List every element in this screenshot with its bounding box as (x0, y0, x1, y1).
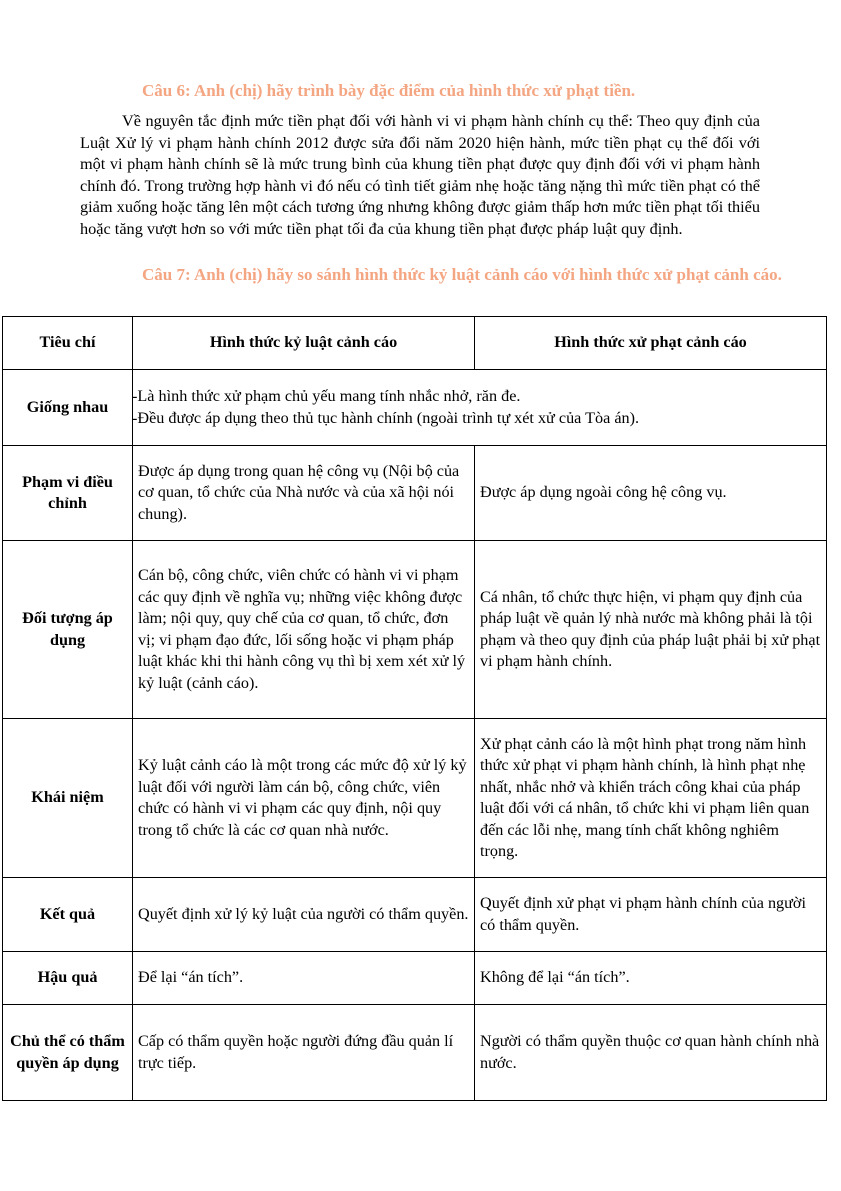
discipline-cell: Quyết định xử lý kỷ luật của người có thẩm quyền. (133, 878, 475, 952)
table-row (3, 541, 827, 719)
sanction-cell: Được áp dụng ngoài công hệ công vụ. (475, 446, 827, 541)
row-label: Giống nhau (3, 370, 133, 446)
table-row (3, 370, 827, 446)
table-row (3, 446, 827, 541)
discipline-cell: Cấp có thẩm quyền hoặc người đứng đầu quản lí trực tiếp. (133, 1005, 475, 1101)
row-label: Hậu quả (3, 952, 133, 1005)
header-discipline: Hình thức kỷ luật cảnh cáo (133, 317, 475, 370)
sanction-cell: Quyết định xử phạt vi phạm hành chính của người có thẩm quyền. (475, 878, 827, 952)
discipline-cell: Được áp dụng trong quan hệ công vụ (Nội bộ của cơ quan, tổ chức của Nhà nước và của xã hội nói chung). (133, 446, 475, 541)
row-label: Đối tượng áp dụng (3, 541, 133, 719)
header-sanction: Hình thức xử phạt cảnh cáo (475, 317, 827, 370)
similarity-line: -Đều được áp dụng theo thủ tục hành chính (ngoài trình tự xét xử của Tòa án). (132, 408, 640, 427)
discipline-cell: Cán bộ, công chức, viên chức có hành vi vi phạm các quy định về nghĩa vụ; những việc không được làm; nội quy, quy chế của cơ quan, tổ chức, đơn vị; vi phạm đạo đức, lối sống hoặc vi phạm pháp luật khác khi thi hành công vụ thì bị xem xét xử lý kỷ luật (cảnh cáo). (133, 541, 475, 719)
question-7-heading: Câu 7: Anh (chị) hãy so sánh hình thức kỷ luật cảnh cáo với hình thức xử phạt cảnh cáo. (142, 265, 782, 284)
row-label: Khái niệm (3, 719, 133, 878)
sanction-cell: Không để lại “án tích”. (475, 952, 827, 1005)
comparison-table (2, 316, 827, 1101)
table-header-row (3, 317, 827, 370)
row-label: Phạm vi điều chỉnh (3, 446, 133, 541)
similarity-line: -Là hình thức xử phạm chủ yếu mang tính nhắc nhở, răn đe. (132, 387, 521, 405)
discipline-cell: Kỷ luật cảnh cáo là một trong các mức độ xử lý kỷ luật đối với người làm cán bộ, công chức, viên chức có hành vi vi phạm các quy định, nội quy trong tổ chức là các cơ quan nhà nước. (133, 719, 475, 878)
table-row (3, 719, 827, 878)
sanction-cell: Người có thẩm quyền thuộc cơ quan hành chính nhà nước. (475, 1005, 827, 1101)
header-criteria: Tiêu chí (3, 317, 133, 370)
sanction-cell: Xử phạt cảnh cáo là một hình phạt trong năm hình thức xử phạt vi phạm hành chính, là hình phạt nhẹ nhất, nhắc nhở và khiển trách công khai của pháp luật đối với cá nhân, tổ chức khi vi phạm liên quan đến các lỗi nhẹ, mang tính chất không nghiêm trọng. (475, 719, 827, 878)
sanction-cell: Cá nhân, tổ chức thực hiện, vi phạm quy định của pháp luật về quản lý nhà nước mà không phải là tội phạm và theo quy định của pháp luật phải bị xử phạt vi phạm hành chính. (475, 541, 827, 719)
discipline-cell: Để lại “án tích”. (133, 952, 475, 1005)
question-6-heading: Câu 6: Anh (chị) hãy trình bày đặc điểm của hình thức xử phạt tiền. (142, 81, 636, 100)
table-row (3, 1005, 827, 1101)
answer-paragraph: Về nguyên tắc định mức tiền phạt đối với hành vi vi phạm hành chính cụ thể: Theo quy định của Luật Xử lý vi phạm hành chính 2012 được sửa đổi năm 2020 hiện hành, mức tiền phạt cụ thể đối với một vi phạm hành chính sẽ là mức trung bình của khung tiền phạt được quy định đối với vi phạm hành chính đó. Trong trường hợp hành vi đó nếu có tình tiết giảm nhẹ hoặc tăng nặng thì mức tiền phạt có thể giảm xuống hoặc tăng lên một cách tương ứng nhưng không được giảm thấp hơn mức tiền phạt tối thiểu hoặc tăng vượt hơn so với mức tiền phạt tối đa của khung tiền phạt được pháp luật quy định. (80, 111, 760, 238)
table-row (3, 952, 827, 1005)
table-row (3, 878, 827, 952)
row-label: Kết quả (3, 878, 133, 952)
similarities-cell (133, 370, 827, 446)
row-label: Chủ thể có thẩm quyền áp dụng (3, 1005, 133, 1101)
